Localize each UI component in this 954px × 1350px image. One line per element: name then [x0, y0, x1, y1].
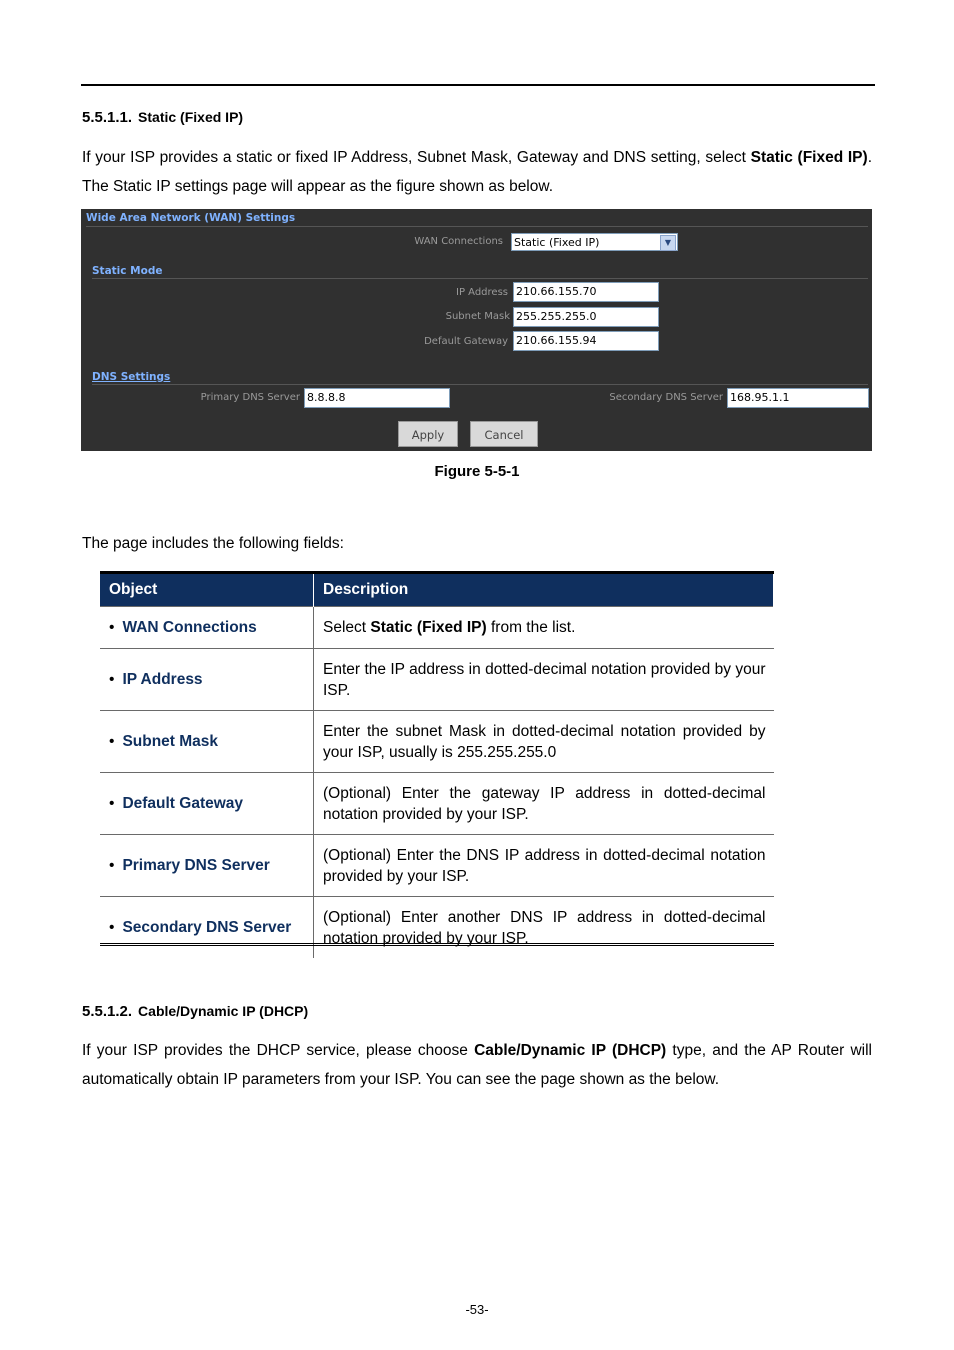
bullet-icon: • — [109, 670, 115, 688]
static-mode-header: Static Mode — [92, 265, 163, 277]
object-cell — [100, 649, 314, 711]
description-bold: Static (Fixed IP) — [370, 619, 487, 636]
subnet-mask-input[interactable]: 255.255.255.0 — [513, 307, 659, 327]
wan-settings-header: Wide Area Network (WAN) Settings — [86, 212, 296, 224]
wan-connections-label: WAN Connections — [414, 236, 503, 247]
table-row — [100, 711, 774, 773]
divider — [92, 384, 868, 385]
description-cell: (Optional) Enter the gateway IP address in dotted-decimal notation provided by your ISP. — [314, 773, 774, 835]
static-intro-paragraph — [82, 143, 872, 201]
header-rule — [81, 84, 875, 86]
description-cell: (Optional) Enter the DNS IP address in dotted-decimal notation provided by your ISP. — [314, 835, 774, 897]
ip-address-input[interactable]: 210.66.155.70 — [513, 282, 659, 302]
para-bold: Cable/Dynamic IP (DHCP) — [474, 1042, 667, 1059]
object-name: WAN Connections — [122, 618, 257, 636]
object-name: Secondary DNS Server — [122, 918, 292, 936]
divider — [86, 226, 868, 227]
object-cell — [100, 897, 314, 959]
secondary-dns-input[interactable]: 168.95.1.1 — [727, 388, 869, 408]
para-text: If your ISP provides a static or fixed IP Address, Subnet Mask, Gateway and DNS setting, select — [82, 149, 751, 166]
dns-settings-header: DNS Settings — [92, 371, 171, 383]
default-gateway-input[interactable]: 210.66.155.94 — [513, 331, 659, 351]
para-text: If your ISP provides the DHCP service, please choose — [82, 1042, 475, 1059]
table-bottom-rule — [100, 943, 774, 946]
default-gateway-label: Default Gateway — [424, 336, 508, 347]
description-cell: Enter the IP address in dotted-decimal notation provided by your ISP. — [314, 649, 774, 711]
object-cell — [100, 773, 314, 835]
section-number: 5.5.1.2. — [82, 1003, 133, 1020]
header-description: Description — [314, 574, 774, 607]
table-row — [100, 649, 774, 711]
object-name: Default Gateway — [122, 794, 244, 812]
object-cell — [100, 835, 314, 897]
bullet-icon: • — [109, 618, 115, 636]
wan-connections-value: Static (Fixed IP) — [514, 236, 600, 249]
table-row — [100, 607, 774, 649]
figure-caption: Figure 5-5-1 — [434, 463, 520, 480]
para-bold: Static (Fixed IP) — [750, 149, 868, 166]
description-text: from the list. — [486, 619, 576, 636]
fields-intro: The page includes the following fields: — [82, 535, 344, 552]
ip-address-label: IP Address — [456, 287, 508, 298]
table-row — [100, 835, 774, 897]
section-heading-static — [82, 109, 243, 126]
bullet-icon: • — [109, 918, 115, 936]
section-number: 5.5.1.1. — [82, 109, 133, 126]
para-text: . The Static IP settings page will appear as the figure shown as below. — [82, 149, 872, 195]
description-cell: (Optional) Enter another DNS IP address in dotted-decimal notation provided by your ISP. — [314, 897, 774, 959]
description-cell — [314, 607, 774, 649]
object-name: Subnet Mask — [122, 732, 219, 750]
object-cell — [100, 711, 314, 773]
primary-dns-label: Primary DNS Server — [200, 392, 300, 403]
section-title: Static (Fixed IP) — [138, 109, 244, 125]
section-heading-dhcp — [82, 1003, 308, 1020]
subnet-mask-label: Subnet Mask — [445, 311, 510, 322]
bullet-icon: • — [109, 794, 115, 812]
wan-settings-panel — [81, 209, 872, 451]
section-title: Cable/Dynamic IP (DHCP) — [138, 1003, 309, 1019]
description-text: Select — [323, 619, 371, 636]
bullet-icon: • — [109, 732, 115, 750]
description-cell: Enter the subnet Mask in dotted-decimal notation provided by your ISP, usually is 255.255.255.0 — [314, 711, 774, 773]
para-text: type, and the AP Router will automatically obtain IP parameters from your ISP. You can see the page shown as the below. — [82, 1042, 872, 1088]
divider — [92, 278, 868, 279]
dhcp-intro-paragraph — [82, 1036, 872, 1094]
secondary-dns-label: Secondary DNS Server — [609, 392, 723, 403]
header-object: Object — [100, 574, 314, 607]
table-row — [100, 773, 774, 835]
cancel-button[interactable]: Cancel — [470, 421, 538, 447]
primary-dns-input[interactable]: 8.8.8.8 — [304, 388, 450, 408]
object-name: Primary DNS Server — [122, 856, 270, 874]
object-name: IP Address — [122, 670, 203, 688]
fields-table — [100, 574, 774, 958]
table-header-row — [100, 574, 774, 607]
bullet-icon: • — [109, 856, 115, 874]
chevron-down-icon[interactable]: ▼ — [660, 235, 676, 251]
page-number: -53- — [465, 1302, 489, 1317]
table-row — [100, 897, 774, 959]
object-cell — [100, 607, 314, 649]
apply-button[interactable]: Apply — [398, 421, 458, 447]
wan-connections-select[interactable] — [511, 233, 678, 251]
